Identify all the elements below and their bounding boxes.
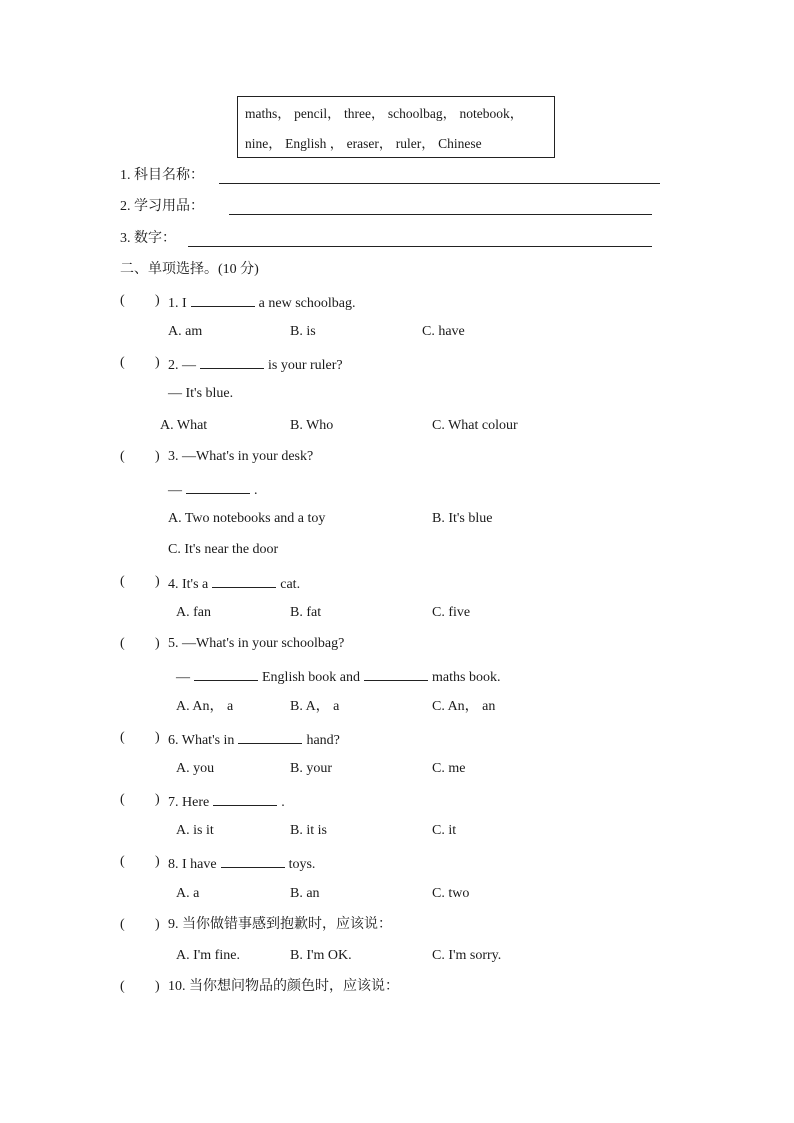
option-a[interactable]: A. am [168,324,203,339]
question-4: 4. It's a cat. [168,573,300,594]
word-bank-line-2: nine， English ， eraser， ruler， Chinese [245,136,482,151]
blank[interactable] [213,791,277,806]
option-b[interactable]: B. is [290,324,316,339]
question-8: 8. I have toys. [168,853,315,874]
word-bank-box [237,96,555,158]
option-c[interactable]: C. me [432,761,466,776]
option-b[interactable]: B. an [290,886,320,901]
option-a[interactable]: A. is it [176,823,214,838]
option-c[interactable]: C. five [432,605,471,620]
option-b[interactable]: B. Who [290,418,334,433]
blank[interactable] [221,853,285,868]
blank[interactable] [238,729,302,744]
category-subjects-answer-line[interactable] [219,183,660,184]
question-7: 7. Here . [168,791,285,812]
question-10: 10. 当你想问物品的颜色时，应该说： [168,979,399,994]
option-a[interactable]: A. fan [176,605,211,620]
option-b[interactable]: B. fat [290,605,322,620]
question-2: 2. — is your ruler? [168,354,343,375]
option-a[interactable]: A. What [160,418,208,433]
option-c[interactable]: C. I'm sorry. [432,948,502,963]
blank[interactable] [364,666,428,681]
option-c[interactable]: C. What colour [432,418,518,433]
question-3: 3. —What's in your desk? [168,449,314,464]
blank[interactable] [191,292,255,307]
category-numbers-answer-line[interactable] [188,246,652,247]
question-3-reply: — . [168,479,258,500]
category-supplies-answer-line[interactable] [229,214,652,215]
question-5-reply: — English book and maths book. [176,666,500,687]
option-b[interactable]: B. your [290,761,332,776]
option-a[interactable]: A. you [176,761,215,776]
question-2-reply: — It's blue. [168,386,234,401]
option-a[interactable]: A. a [176,886,200,901]
question-5: 5. —What's in your schoolbag? [168,636,345,651]
option-a[interactable]: A. An， a [176,699,234,714]
option-c[interactable]: C. two [432,886,470,901]
word-bank-line-1: maths， pencil， three， schoolbag， notebook， [245,106,524,121]
question-9: 9. 当你做错事感到抱歉时，应该说： [168,917,392,932]
blank[interactable] [200,354,264,369]
blank[interactable] [186,479,250,494]
category-supplies-label: 2. 学习用品： [120,199,204,214]
question-1: 1. I a new schoolbag. [168,292,355,313]
option-a[interactable]: A. Two notebooks and a toy [168,511,326,526]
blank[interactable] [212,573,276,588]
option-b[interactable]: B. A， a [290,699,340,714]
blank[interactable] [194,666,258,681]
category-subjects-label: 1. 科目名称： [120,168,204,183]
option-c[interactable]: C. it [432,823,457,838]
option-a[interactable]: A. I'm fine. [176,948,240,963]
option-c[interactable]: C. An， an [432,699,496,714]
option-b[interactable]: B. I'm OK. [290,948,352,963]
option-b[interactable]: B. It's blue [432,511,493,526]
section-title: 二、单项选择。(10 分) [120,262,259,277]
option-c[interactable]: C. have [422,324,465,339]
option-c[interactable]: C. It's near the door [168,542,279,557]
category-numbers-label: 3. 数字： [120,231,176,246]
option-b[interactable]: B. it is [290,823,327,838]
question-6: 6. What's in hand? [168,729,340,750]
